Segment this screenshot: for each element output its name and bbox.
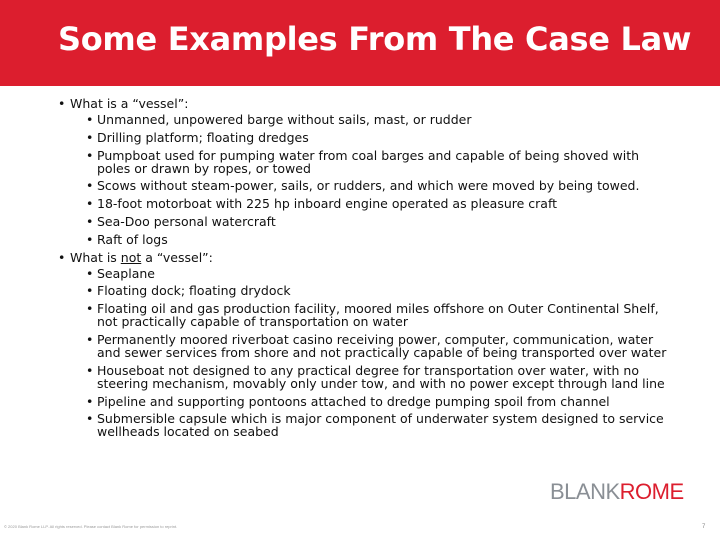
logo-rome-text: ROME	[619, 479, 684, 504]
not-vessel-item: • Seaplane	[86, 267, 670, 280]
not-vessel-heading-post: a “vessel”:	[141, 249, 213, 265]
vessel-item: • Unmanned, unpowered barge without sails, mast, or rudder	[86, 113, 670, 126]
vessel-heading: What is a “vessel”:	[70, 96, 189, 111]
not-vessel-examples-list	[86, 267, 670, 439]
vessel-item: • Raft of logs	[86, 233, 670, 246]
not-vessel-item: • Houseboat not designed to any practical degree for transportation over water, with no steering mechanism, movably only under tow, and with no power except through land line	[86, 364, 670, 390]
vessel-item: • Scows without steam-power, sails, or rudders, and which were moved by being towed.	[86, 179, 670, 192]
not-vessel-heading	[70, 250, 213, 265]
vessel-item: • Sea-Doo personal watercraft	[86, 215, 670, 228]
not-vessel-heading-emphasis: not	[120, 249, 142, 265]
not-vessel-item: • Submersible capsule which is major component of underwater system designed to service wellheads located on seabed	[86, 412, 670, 438]
not-vessel-heading-pre: What is	[70, 249, 121, 265]
not-vessel-item: • Permanently moored riverboat casino receiving power, computer, communication, water and sewer services from shore and not practically capable of being transported over water	[86, 333, 670, 359]
title-bar	[0, 0, 720, 86]
not-vessel-section	[58, 251, 670, 439]
vessel-section	[58, 97, 670, 246]
vessel-examples-list	[86, 113, 670, 246]
not-vessel-item: • Floating dock; floating drydock	[86, 284, 670, 297]
page-number: 7	[702, 524, 706, 530]
slide-title: Some Examples From The Case Law	[58, 20, 692, 58]
vessel-item: • Drilling platform; floating dredges	[86, 131, 670, 144]
slide-body	[58, 97, 670, 443]
copyright-footer: © 2020 Blank Rome LLP. All rights reserved. Please contact Blank Rome for permission to reprint.	[4, 524, 178, 529]
vessel-item: • Pumpboat used for pumping water from coal barges and capable of being shoved with poles or drawn by ropes, or towed	[86, 149, 670, 175]
vessel-item: • 18-foot motorboat with 225 hp inboard engine operated as pleasure craft	[86, 197, 670, 210]
main-bullet-list	[58, 97, 670, 438]
logo-blank-text: BLANK	[550, 479, 620, 504]
not-vessel-item: • Floating oil and gas production facility, moored miles offshore on Outer Continental Shelf, not practically capable of transportation on water	[86, 302, 670, 328]
not-vessel-item: • Pipeline and supporting pontoons attached to dredge pumping spoil from channel	[86, 395, 670, 408]
blank-rome-logo	[550, 479, 684, 503]
